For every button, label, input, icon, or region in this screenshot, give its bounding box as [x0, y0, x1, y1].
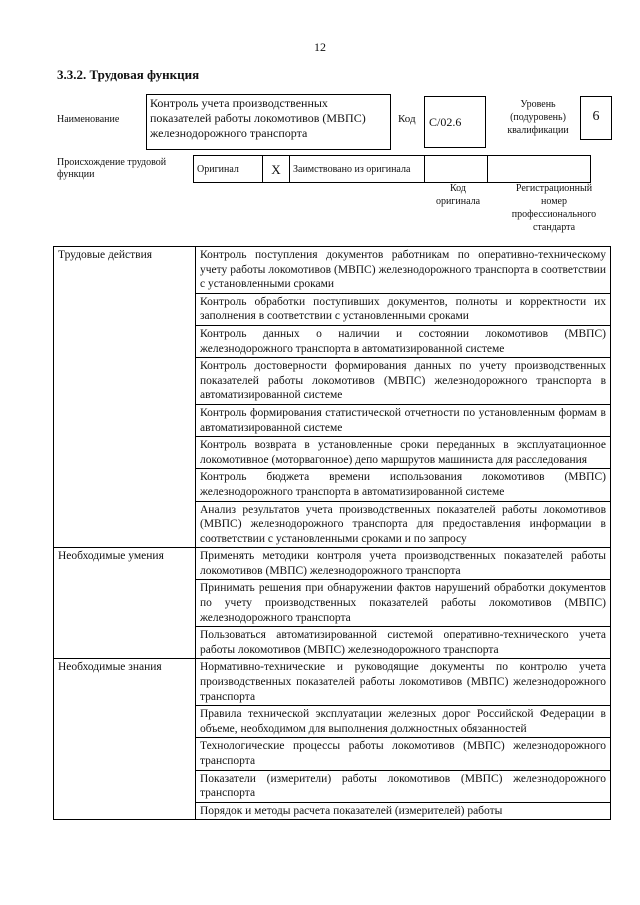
category-cell: Необходимые умения: [54, 548, 196, 659]
page-number: 12: [314, 40, 326, 54]
section-title: 3.3.2. Трудовая функция: [57, 67, 200, 82]
item-cell: Анализ результатов учета производственных показателей работы локомотивов (МВПС) железнодорожного транспорта для предоставления информации в соответствии с установленными сроками и по запросу: [196, 501, 611, 548]
item-cell: Порядок и методы расчета показателей (измерителей) работы: [196, 802, 611, 820]
table-row: [54, 659, 611, 706]
item-cell: Нормативно-технические и руководящие документы по контролю учета производственных показателей работы локомотивов (МВПС) железнодорожного транспорта: [196, 659, 611, 706]
table-row: [54, 247, 611, 294]
name-label: Наименование: [57, 114, 120, 125]
category-cell: Трудовые действия: [54, 247, 196, 548]
reg-caption: Регистрационный номер профессионального стандарта: [511, 183, 597, 233]
function-name-box: Контроль учета производственных показателей работы локомотивов (МВПС) железнодорожного транспорта: [146, 94, 391, 150]
page-bottom-margin: [0, 838, 640, 905]
category-cell: Необходимые знания: [54, 659, 196, 820]
item-cell: Контроль бюджета времени использования локомотивов (МВПС) железнодорожного транспорта в автоматизированной системе: [196, 469, 611, 501]
origin-label: Происхождение трудовой функции: [57, 157, 167, 180]
level-label: Уровень (подуровень) квалификации: [507, 99, 569, 136]
origin-table: [193, 155, 591, 183]
origin-reg-cell: [488, 156, 591, 183]
item-cell: Контроль возврата в установленные сроки переданных в эксплуатационное локомотивное (моторвагонное) депо маршрутов машиниста для расследования: [196, 437, 611, 469]
code-caption: Код оригинала: [435, 183, 481, 207]
item-cell: Пользоваться автоматизированной системой оперативно-технического учета работы локомотивов (МВПС) железнодорожного транспорта: [196, 627, 611, 659]
item-cell: Контроль обработки поступивших документов, полноты и корректности их заполнения в соответствии с установленными сроками: [196, 293, 611, 325]
origin-original-mark: X: [263, 156, 290, 183]
table-row: [54, 548, 611, 580]
origin-code-cell: [425, 156, 488, 183]
item-cell: Контроль формирования статистической отчетности по установленным формам в автоматизированной системе: [196, 404, 611, 436]
item-cell: Применять методики контроля учета производственных показателей работы локомотивов (МВПС) железнодорожного транспорта: [196, 548, 611, 580]
item-cell: Контроль данных о наличии и состоянии локомотивов (МВПС) железнодорожного транспорта в автоматизированной системе: [196, 325, 611, 357]
work-function-table: [53, 246, 611, 820]
item-cell: Принимать решения при обнаружении фактов нарушений обработки документов по учету производственных показателей работы локомотивов (МВПС) железнодорожного транспорта: [196, 580, 611, 627]
item-cell: Показатели (измерители) работы локомотивов (МВПС) железнодорожного транспорта: [196, 770, 611, 802]
level-value-box: 6: [580, 96, 612, 140]
code-value-box: C/02.6: [424, 96, 486, 148]
origin-original-label: Оригинал: [194, 156, 263, 183]
item-cell: Контроль достоверности формирования данных по учету производственных показателей работы локомотивов (МВПС) железнодорожного транспорта в автоматизированной системе: [196, 358, 611, 405]
origin-borrowed-label: Заимствовано из оригинала: [290, 156, 425, 183]
code-label: Код: [398, 113, 416, 125]
item-cell: Технологические процессы работы локомотивов (МВПС) железнодорожного транспорта: [196, 738, 611, 770]
item-cell: Контроль поступления документов работникам по оперативно-техническому учету работы локомотивов (МВПС) железнодорожного транспорта в соответствии с установленными сроками: [196, 247, 611, 294]
item-cell: Правила технической эксплуатации железных дорог Российской Федерации в объеме, необходимом для выполнения должностных обязанностей: [196, 706, 611, 738]
